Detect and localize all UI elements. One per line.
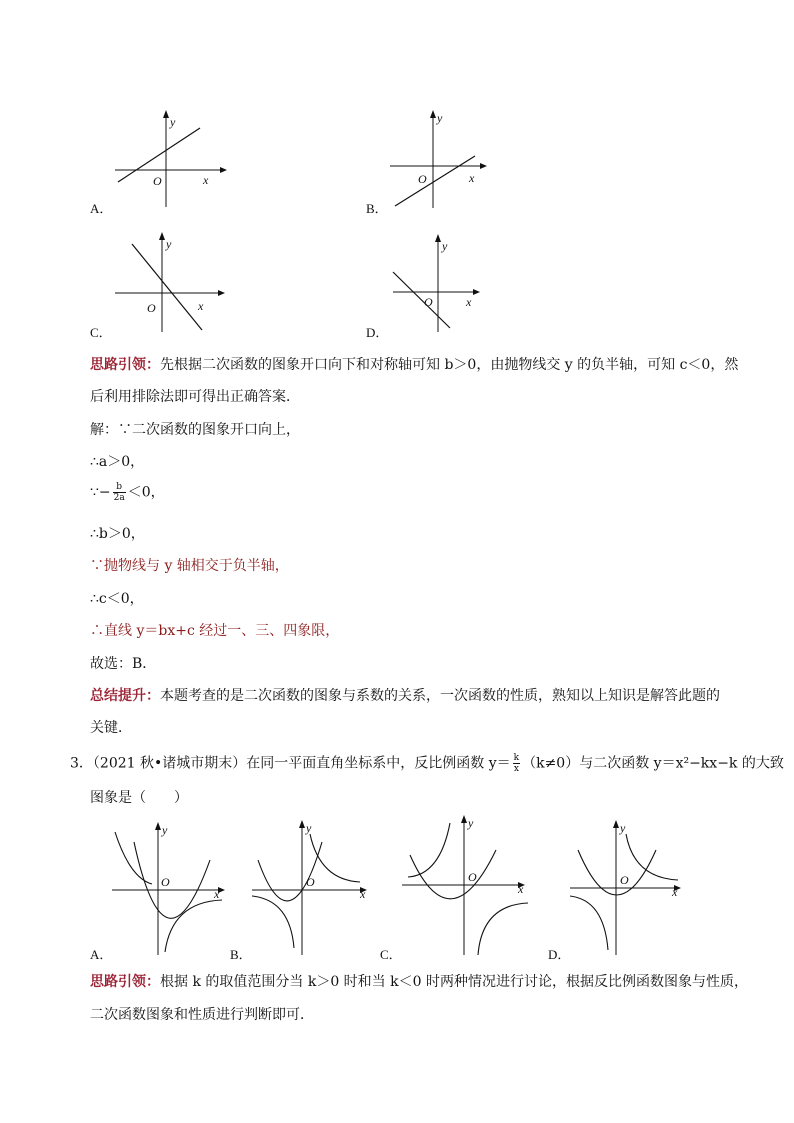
svg-text:y: y	[162, 823, 168, 837]
q3-graph-b	[250, 820, 375, 960]
svg-text:O: O	[153, 174, 162, 188]
q2-hint-line2: 后利用排除法即可得出正确答案．	[90, 389, 300, 405]
svg-text:x: x	[203, 173, 209, 187]
q3-stem-line2: 图象是（ ）	[90, 790, 188, 806]
q3-hint-label: 思路引领：	[90, 974, 160, 990]
q2-solution-line4: ∴b＞0，	[90, 526, 145, 542]
q3-option-a-label: A．	[90, 947, 113, 962]
svg-text:y: y	[442, 239, 448, 253]
q2-solution-line5: ∵抛物线与 y 轴相交于负半轴，	[90, 558, 289, 574]
q3-stem-line1: 3．（2021 秋•诸城市期末）在同一平面直角坐标系中，反比例函数 y＝ $\frac{k}{x}$ （k≠0）与二次函数 y＝x²−kx−k 的大致	[70, 753, 784, 774]
q2-solution-line7: ∴直线 y＝bx+c 经过一、三、四象限，	[90, 623, 340, 639]
q2-hint-label: 思路引领：	[90, 357, 160, 373]
svg-text:O: O	[424, 295, 433, 309]
svg-text:x: x	[214, 887, 220, 901]
q3-graph-a	[110, 820, 230, 960]
q2-hint-line1: 思路引领：先根据二次函数的图象开口向下和对称轴可知 b＞0，由抛物线交 y 的负半轴，可知 c＜0，然	[90, 357, 739, 373]
q3-option-d-label: D．	[548, 947, 571, 962]
fraction-b-over-2a: $\frac{b}{2a}$	[113, 482, 125, 503]
q2-summary-line2: 关键．	[90, 720, 132, 736]
q2-solution-line6: ∴c＜0，	[90, 591, 144, 607]
q2-solution-line8: 故选：B．	[90, 656, 157, 672]
q2-graph-a	[110, 110, 240, 210]
svg-text:O: O	[418, 172, 427, 186]
q2-graph-d	[388, 232, 518, 337]
svg-text:y: y	[306, 821, 312, 835]
q2-solution-line3: ∵− $\frac{b}{2a}$ ＜0，	[90, 482, 165, 503]
svg-text:x: x	[469, 171, 475, 185]
q2-option-b-label: B．	[366, 201, 388, 216]
svg-text:y: y	[170, 115, 176, 129]
svg-text:O: O	[468, 870, 477, 884]
svg-text:O: O	[147, 301, 156, 315]
svg-text:y: y	[437, 111, 443, 125]
svg-text:x: x	[198, 299, 204, 313]
q3-graph-d	[568, 820, 688, 960]
svg-text:x: x	[518, 882, 524, 896]
svg-text:O: O	[161, 875, 170, 889]
svg-text:x: x	[672, 885, 678, 899]
svg-text:O: O	[620, 873, 629, 887]
q2-graph-c	[110, 230, 240, 335]
svg-text:y: y	[620, 821, 626, 835]
svg-text:x: x	[360, 887, 366, 901]
svg-text:y: y	[468, 816, 474, 830]
q3-hint-line1: 思路引领：根据 k 的取值范围分当 k＞0 时和当 k＜0 时两种情况进行讨论，根据反比例函数图象与性质，	[90, 974, 748, 990]
q3-hint-line2: 二次函数图象和性质进行判断即可．	[90, 1007, 314, 1023]
q2-graph-b	[385, 108, 515, 213]
svg-text:O: O	[306, 875, 315, 889]
q2-option-d-label: D．	[366, 325, 389, 340]
q2-solution-line2: ∴a＞0，	[90, 454, 145, 470]
fraction-k-over-x: $\frac{k}{x}$	[513, 753, 520, 774]
q3-option-b-label: B．	[230, 947, 252, 962]
q2-solution-line1: 解：∵二次函数的图象开口向上，	[90, 422, 300, 438]
q2-option-c-label: C．	[90, 325, 112, 340]
q2-summary-line1: 总结提升：本题考查的是二次函数的图象与系数的关系，一次函数的性质，熟知以上知识是解答此题的	[90, 688, 720, 704]
q2-option-a-label: A．	[90, 201, 113, 216]
svg-text:x: x	[466, 295, 472, 309]
q2-summary-label: 总结提升：	[90, 688, 160, 704]
q3-option-c-label: C．	[380, 947, 402, 962]
q3-graph-c	[400, 815, 535, 960]
svg-text:y: y	[166, 237, 172, 251]
